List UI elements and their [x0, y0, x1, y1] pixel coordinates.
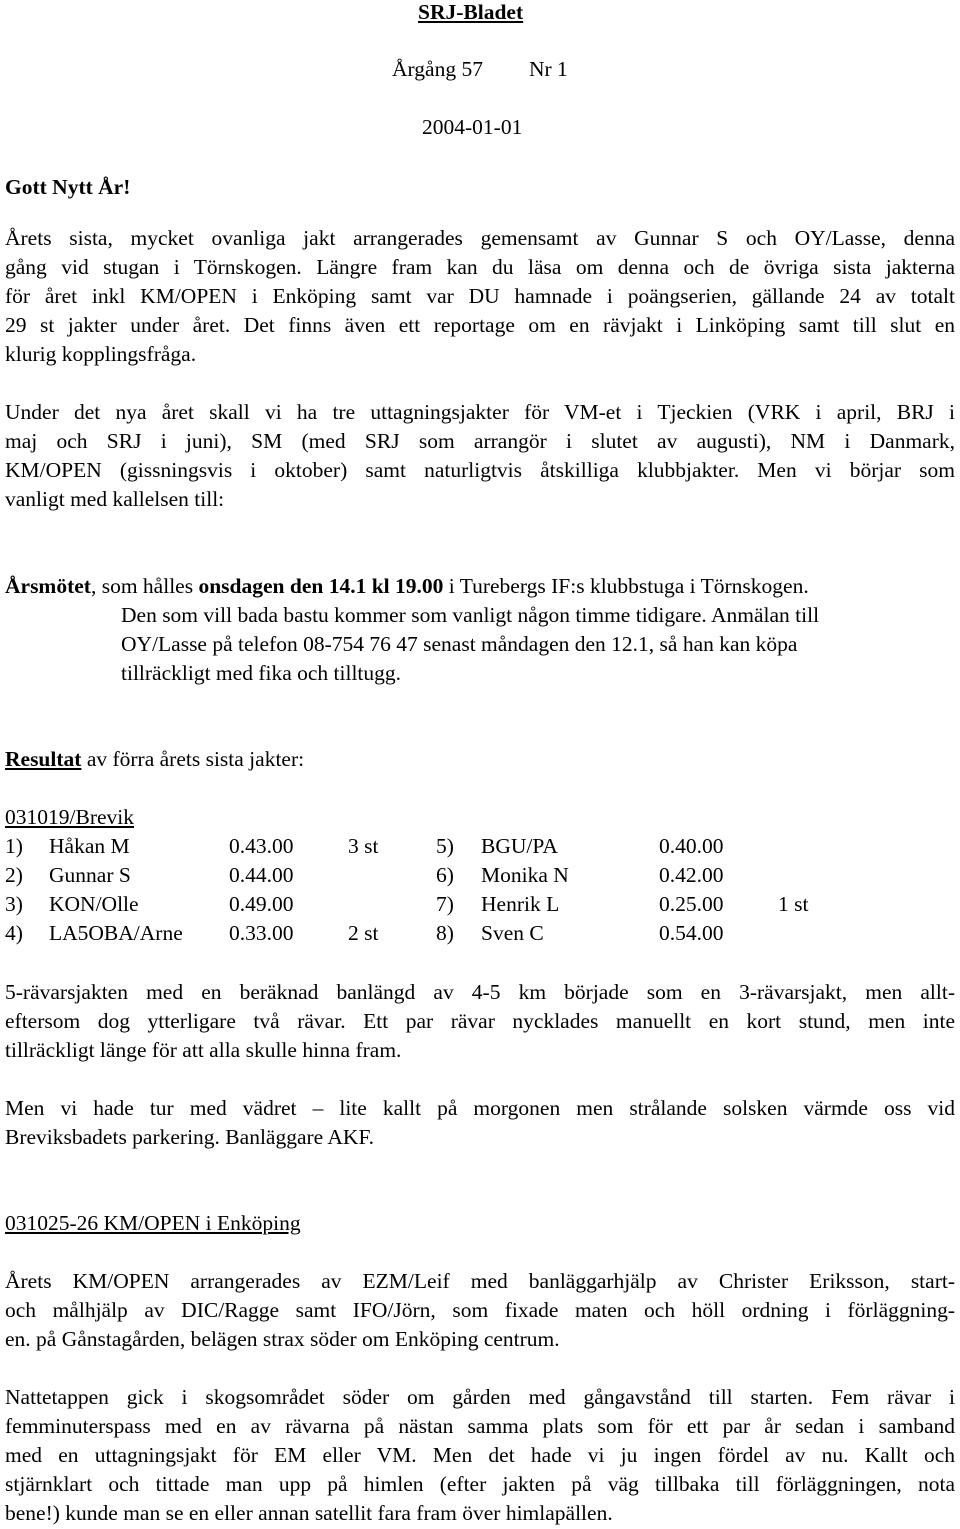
issue-date: 2004-01-01	[422, 115, 523, 139]
results-heading	[5, 745, 304, 774]
right-time: 0.42.00	[659, 863, 724, 887]
left-time: 0.49.00	[229, 892, 294, 916]
issue-label: Nr 1	[529, 57, 568, 81]
right-name: Henrik L	[481, 892, 560, 916]
results-heading-bold: Resultat	[5, 747, 82, 771]
left-name: LA5OBA/Arne	[49, 921, 183, 945]
meeting-detail-line: Den som vill bada bastu kommer som vanligt någon timme tidigare. Anmälan till	[121, 603, 820, 627]
night-stage-line: stjärnklart och tittade man upp på himlen (efter jakten på väg tillbaka till förläggningen, nota	[5, 1472, 955, 1496]
plans-line: KM/OPEN (gissningsvis i oktober) samt naturligtvis åtskilliga klubbjakter. Men vi börjar som	[5, 458, 955, 482]
meeting-time-tail: 00	[421, 574, 444, 598]
plans-line: Under det nya året skall vi ha tre uttagningsjakter för VM-et i Tjeckien (VRK i april, BRJ i	[5, 400, 955, 424]
night-stage-line: femminuterspass med en av rävarna på nästan samma plats som för ett par år sedan i samband	[5, 1414, 955, 1438]
meeting-detail-line: OY/Lasse på telefon 08-754 76 47 senast måndagen den 12.1, så han kan köpa	[121, 632, 798, 656]
meeting-when: onsdagen den 14.1 kl 19.	[198, 574, 422, 598]
right-name: Sven C	[481, 921, 544, 945]
left-note: 2 st	[348, 921, 379, 945]
left-rank: 2)	[5, 863, 23, 887]
right-rank: 8)	[436, 921, 454, 945]
plans-line: maj och SRJ i juni), SM (med SRJ som arrangör i slutet av augusti), NM i Danmark,	[5, 429, 955, 453]
intro-line: 29 st jakter under året. Det finns även ett reportage om en rävjakt i Linköping samt till slut en	[5, 313, 955, 337]
meeting-place: i Turebergs IF:s klubbstuga i Törnskogen.	[443, 574, 809, 598]
left-name: KON/Olle	[49, 892, 139, 916]
right-rank: 5)	[436, 834, 454, 858]
left-time: 0.43.00	[229, 834, 294, 858]
right-time: 0.54.00	[659, 921, 724, 945]
report-line: tillräckligt länge för att alla skulle hinna fram.	[5, 1038, 402, 1062]
plans-line: vanligt med kallelsen till:	[5, 487, 225, 511]
left-name: Håkan M	[49, 834, 130, 858]
night-stage-line: Nattetappen gick i skogsområdet söder om gården med gångavstånd till starten. Fem rävar i	[5, 1385, 955, 1409]
km-open-line: en. på Gånstagården, belägen strax söder om Enköping centrum.	[5, 1327, 560, 1351]
right-note: 1 st	[778, 892, 809, 916]
night-stage-line: med en uttagningsjakt för EM eller VM. Men det hade vi ju ingen fördel av nu. Kallt och	[5, 1443, 955, 1467]
meeting-detail-line: tillräckligt med fika och tilltugg.	[121, 661, 402, 685]
meeting-text: , som hålles	[90, 574, 199, 598]
left-time: 0.33.00	[229, 921, 294, 945]
greeting: Gott Nytt År!	[5, 175, 131, 199]
km-open-line: och målhjälp av DIC/Ragge samt IFO/Jörn, som fixade maten och höll ordning i förläggning-	[5, 1298, 955, 1322]
left-rank: 4)	[5, 921, 23, 945]
night-stage-line: bene!) kunde man se en eller annan satellit fara fram över himlapällen.	[5, 1501, 613, 1525]
left-name: Gunnar S	[49, 863, 131, 887]
meeting-label: Årsmötet	[5, 574, 91, 598]
km-open-heading: 031025-26 KM/OPEN i Enköping	[5, 1211, 301, 1235]
left-note: 3 st	[348, 834, 379, 858]
right-rank: 6)	[436, 863, 454, 887]
report-line: 5-rävarsjakten med en beräknad banlängd av 4-5 km började som en 3-rävarsjakt, men allt-	[5, 980, 955, 1004]
left-rank: 3)	[5, 892, 23, 916]
right-name: BGU/PA	[481, 834, 558, 858]
report-line: eftersom dog ytterligare två rävar. Ett par rävar nycklades manuellt en kort stund, men inte	[5, 1009, 955, 1033]
intro-line: klurig kopplingsfråga.	[5, 342, 197, 366]
left-time: 0.44.00	[229, 863, 294, 887]
newsletter-title: SRJ-Bladet	[418, 0, 524, 24]
intro-line: gång vid stugan i Törnskogen. Längre fram kan du läsa om denna och de övriga sista jakterna	[5, 255, 955, 279]
right-time: 0.25.00	[659, 892, 724, 916]
km-open-line: Årets KM/OPEN arrangerades av EZM/Leif med banläggarhjälp av Christer Eriksson, start-	[5, 1269, 955, 1293]
right-name: Monika N	[481, 863, 569, 887]
right-rank: 7)	[436, 892, 454, 916]
right-time: 0.40.00	[659, 834, 724, 858]
left-rank: 1)	[5, 834, 23, 858]
meeting-line	[5, 572, 809, 601]
intro-line: för året inkl KM/OPEN i Enköping samt var DU hamnade i poängserien, gällande 24 av totalt	[5, 284, 955, 308]
weather-line: Men vi hade tur med vädret – lite kallt på morgonen men strålande solsken värmde oss vid	[5, 1096, 955, 1120]
hunt-name: 031019/Brevik	[5, 805, 134, 829]
intro-line: Årets sista, mycket ovanliga jakt arrangerades gemensamt av Gunnar S och OY/Lasse, denna	[5, 226, 955, 250]
weather-line: Breviksbadets parkering. Banläggare AKF.	[5, 1125, 375, 1149]
volume-label: Årgång 57	[392, 57, 483, 81]
results-heading-rest: av förra årets sista jakter:	[81, 747, 305, 771]
